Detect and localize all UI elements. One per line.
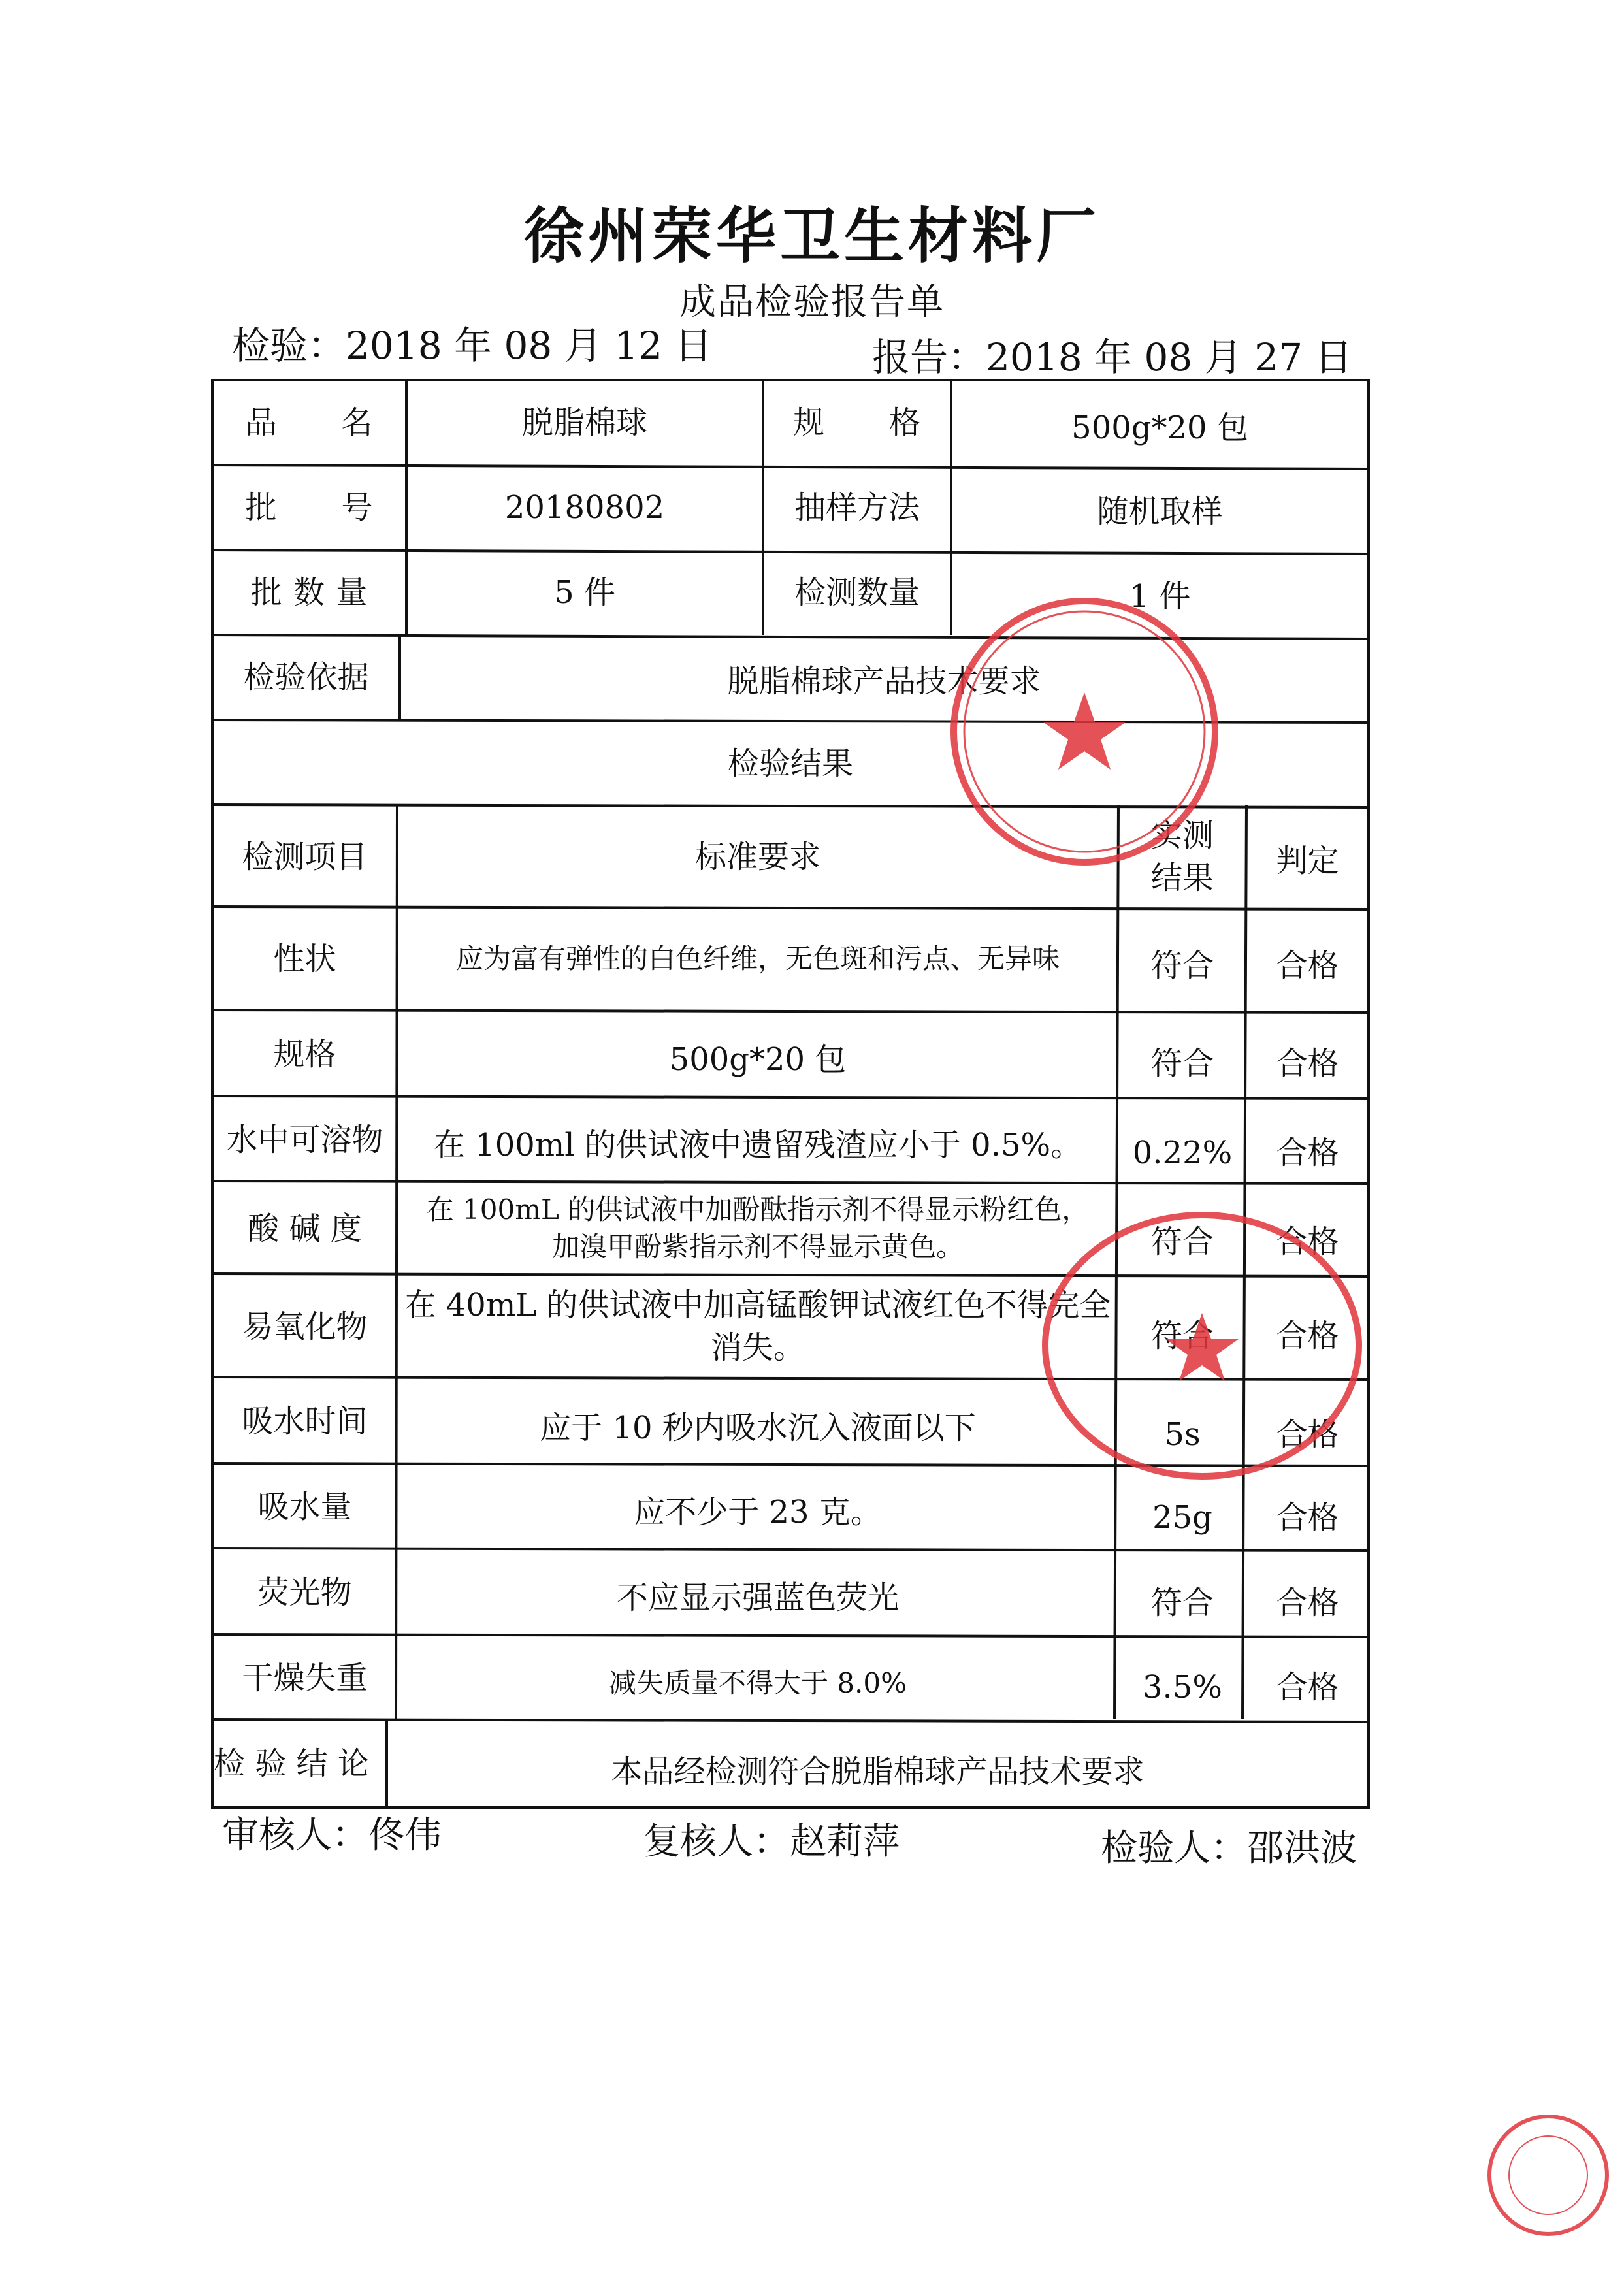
batch-number: 20180802 [504,489,665,526]
header-standard: 标准要求 [694,838,820,875]
row-verdict: 合格 [1276,1223,1339,1260]
row-verdict: 合格 [1276,1584,1339,1621]
row-verdict: 合格 [1276,1416,1339,1453]
row-measured: 符合 [1150,1317,1214,1354]
row-verdict: 合格 [1276,1317,1339,1354]
row-standard: 应不少于 23 克。 [634,1493,882,1531]
header-verdict: 判定 [1276,842,1339,879]
row-verdict: 合格 [1276,1499,1339,1536]
row-measured: 符合 [1150,1584,1214,1621]
product-name-label: 品 名 [245,404,374,441]
row-item: 规格 [273,1035,336,1073]
company-seal-stamp [941,588,1228,875]
conclusion-label: 检 验 结 论 [214,1745,369,1783]
row-measured: 符合 [1150,947,1214,984]
sampling-method: 随机取样 [1097,493,1223,530]
row-measured: 符合 [1150,1045,1214,1082]
header-item: 检测项目 [242,838,368,875]
inspect-date-value: 2018 年 08 月 12 日 [346,323,713,368]
reviewer-signature: 审核人：佟伟 [222,1814,442,1856]
quality-report-stamp [1032,1202,1372,1489]
row-standard: 应为富有弹性的白色纤维，无色斑和污点、无异味 [455,942,1060,975]
spec-label: 规 格 [792,404,921,441]
row-item: 易氧化物 [242,1308,368,1345]
row-standard: 在 40mL 的供试液中加高锰酸钾试液红色不得完全 消失。 [404,1287,1111,1366]
product-name: 脱脂棉球 [521,404,647,441]
test-qty: 1 件 [1129,577,1191,615]
row-standard: 应于 10 秒内吸水沉入液面以下 [540,1409,976,1446]
test-qty-label: 检测数量 [794,574,920,611]
row-item: 性状 [273,940,336,977]
row-measured: 5s [1164,1416,1201,1453]
row-item: 酸 碱 度 [248,1210,362,1247]
row-item: 吸水时间 [242,1402,368,1440]
row-standard: 在 100mL 的供试液中加酚酞指示剂不得显示粉红色， 加溴甲酚紫指示剂不得显示黄色。 [426,1193,1090,1263]
sampling-label: 抽样方法 [794,489,920,526]
row-verdict: 合格 [1276,1668,1339,1706]
row-item: 干燥失重 [242,1659,368,1696]
basis-label: 检验依据 [243,658,369,696]
basis-value: 脱脂棉球产品技术要求 [727,662,1041,700]
row-verdict: 合格 [1276,947,1339,984]
row-standard: 不应显示强蓝色荧光 [616,1579,899,1616]
batch-label: 批 号 [245,489,374,526]
company-title: 徐州荣华卫生材料厂 [523,201,1100,271]
small-round-stamp [1483,2110,1614,2241]
batch-qty-label: 批 数 量 [250,574,368,611]
row-standard: 500g*20 包 [669,1041,847,1078]
conclusion-value: 本品经检测符合脱脂棉球产品技术要求 [611,1753,1145,1791]
spec-value: 500g*20 包 [1071,409,1248,446]
results-heading: 检验结果 [727,745,853,782]
row-verdict: 合格 [1276,1134,1339,1171]
inspect-date-label: 检验： [232,323,346,368]
row-item: 吸水量 [257,1488,352,1525]
inspector-signature: 检验人：邵洪波 [1101,1827,1357,1870]
report-date-label: 报告： [872,335,986,380]
row-verdict: 合格 [1276,1045,1339,1082]
header-measured: 实测 结果 [1150,817,1214,896]
row-measured: 3.5% [1143,1668,1222,1706]
batch-qty: 5 件 [554,574,615,611]
row-measured: 符合 [1150,1223,1214,1260]
row-item: 荧光物 [257,1574,352,1611]
row-measured: 25g [1152,1499,1212,1536]
row-standard: 在 100ml 的供试液中遗留残渣应小于 0.5%。 [433,1126,1082,1163]
row-measured: 0.22% [1132,1134,1233,1171]
form-title: 成品检验报告单 [679,281,945,323]
row-standard: 减失质量不得大于 8.0% [608,1666,907,1699]
row-item: 水中可溶物 [226,1121,383,1158]
report-date-value: 2018 年 08 月 27 日 [986,335,1353,380]
rechecker-signature: 复核人：赵莉萍 [643,1821,900,1863]
